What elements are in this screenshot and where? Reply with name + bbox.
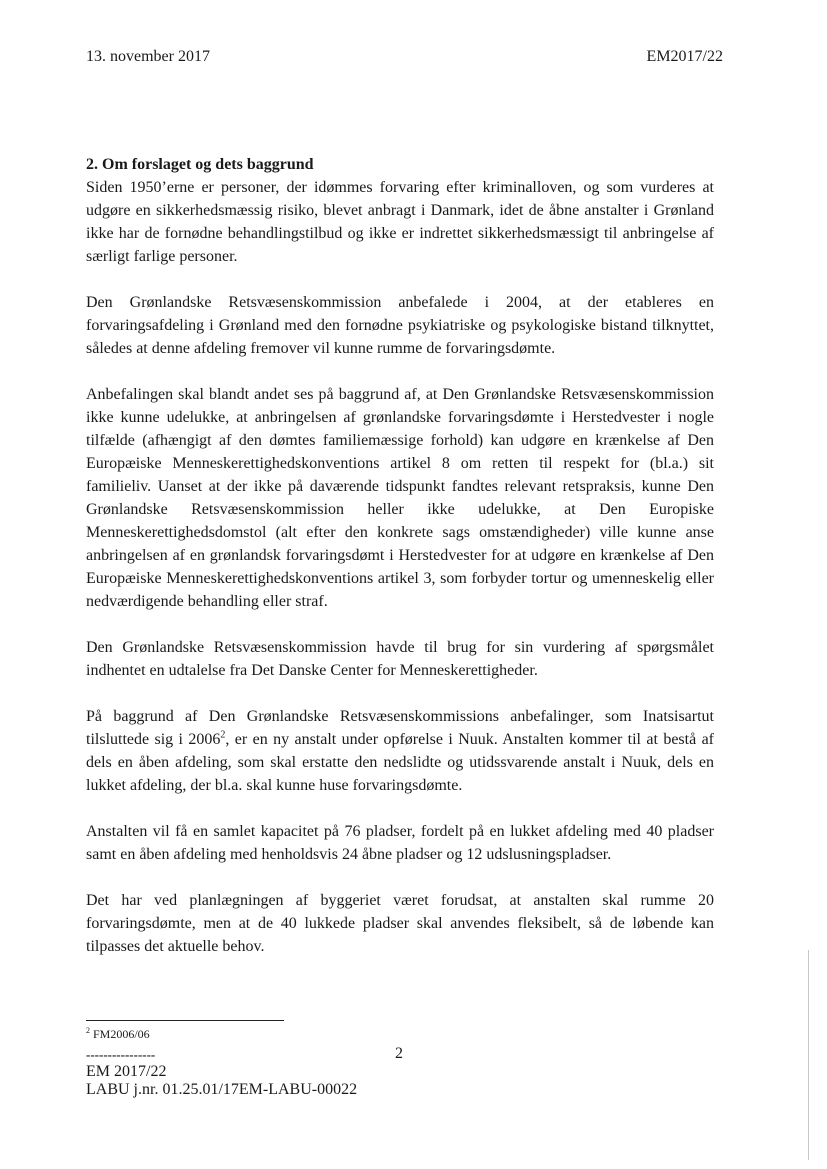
- document-body: [86, 153, 714, 981]
- paragraph-4: Den Grønlandske Retsvæsenskommission havde til brug for sin vurdering af spørgsmålet indhentet en udtalelse fra Det Danske Center for Menneskerettigheder.: [86, 639, 714, 679]
- section-title: 2. Om forslaget og dets baggrund: [86, 156, 314, 173]
- page-number: 2: [395, 1045, 403, 1062]
- footnote-mark: 2: [86, 1026, 90, 1035]
- footnote: [86, 1027, 150, 1042]
- paragraph-5: [86, 705, 714, 797]
- paragraph-7: Det har ved planlægningen af byggeriet været forudsat, at anstalten skal rumme 20 forvaringsdømte, men at de 40 lukkede pladser skal anvendes fleksibelt, så de løbende kan tilpasses det aktuelle behov.: [86, 892, 714, 955]
- footer-reference: EM 2017/22: [86, 1063, 167, 1080]
- paragraph-6: Anstalten vil få en samlet kapacitet på 76 pladser, fordelt på en lukket afdeling med 40 pladser samt en åben afdeling med henholdsvis 24 åbne pladser og 12 udslusningspladser.: [86, 823, 714, 863]
- footnote-reference[interactable]: 2: [220, 729, 226, 741]
- paragraph-5-end: , er en ny anstalt under opførelse i Nuuk. Anstalten kommer til at bestå af dels en åben afdeling, som skal erstatte den nedslidte og utidssvarende anstalt i Nuuk, dels en lukket afdeling, der bl.a. skal kunne huse forvaringsdømte.: [86, 731, 715, 794]
- header-reference: EM2017/22: [646, 48, 723, 65]
- footnote-divider: [86, 1020, 284, 1021]
- paragraph-1: Siden 1950’erne er personer, der idømmes forvaring efter kriminalloven, og som vurderes at udgøre en sikkerhedsmæssig risiko, blevet anbragt i Danmark, idet de åbne anstalter i Grønland ikke har de fornødne behandlingstilbud og ikke er indrettet sikkerhedsmæssigt til anbringelse af særligt farlige personer.: [86, 179, 714, 265]
- header-date: 13. november 2017: [86, 48, 210, 65]
- paragraph-5-start: På baggrund af Den Grønlandske Retsvæsenskommissions anbefalinger, som Inatsisartut tilsluttede sig i 2006: [86, 708, 714, 748]
- paragraph-2: Den Grønlandske Retsvæsenskommission anbefalede i 2004, at der etableres en forvaringsafdeling i Grønland med den fornødne psykiatriske og psykologiske bistand tilknyttet, således at denne afdeling fremover vil kunne rumme de forvaringsdømte.: [86, 294, 714, 357]
- footer-journal-number: LABU j.nr. 01.25.01/17EM-LABU-00022: [86, 1081, 358, 1098]
- footer-dashes: ----------------: [86, 1047, 156, 1062]
- paragraph-3: Anbefalingen skal blandt andet ses på baggrund af, at Den Grønlandske Retsvæsenskommission ikke kunne udelukke, at anbringelsen af grønlandske forvaringsdømte i Herstedvester i nogle tilfælde (afhængigt af den dømtes familiemæssige forhold) kan udgøre en krænkelse af Den Europæiske Menneskerettighedskonventions artikel 8 om retten til respekt for (bl.a.) sit familieliv. Uanset at der ikke på daværende tidspunkt fandtes relevant retspraksis, kunne Den Grønlandske Retsvæsenskommission heller ikke udelukke, at Den Europiske Menneskerettighedsdomstol (alt efter den konkrete sags omstændigheder) ville kunne anse anbringelsen af en grønlandsk forvaringsdømt i Herstedvester for at udgøre en krænkelse af Den Europæiske Menneskerettighedskonventions artikel 3, som forbyder tortur og umenneskelig eller nedværdigende behandling eller straf.: [86, 386, 714, 610]
- scan-edge-line: [808, 950, 809, 1160]
- footnote-text: FM2006/06: [90, 1027, 150, 1041]
